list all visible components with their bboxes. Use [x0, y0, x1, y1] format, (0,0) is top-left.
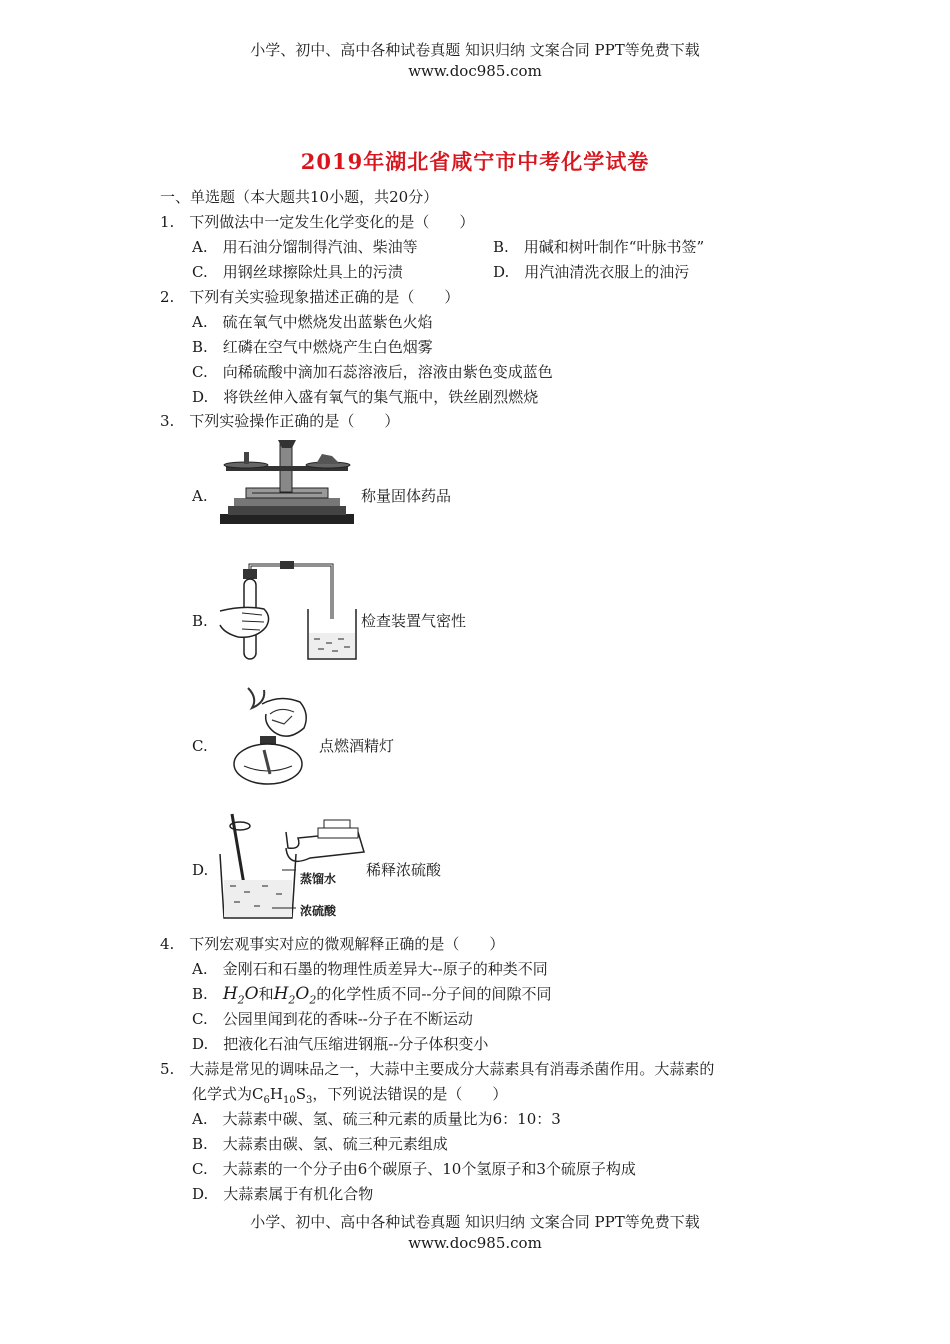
q1-option-d: D. 用汽油清洗衣服上的油污 — [493, 263, 690, 281]
q3-a-caption: 称量固体药品 — [361, 487, 452, 505]
airtight-check-figure — [214, 559, 362, 665]
q3-stem: 3. 下列实验操作正确的是（ ） — [160, 412, 400, 430]
q3-b-letter: B. — [192, 612, 208, 630]
q5-option-d: D. 大蒜素属于有机化合物 — [192, 1185, 374, 1203]
q5-option-b: B. 大蒜素由碳、氢、硫三种元素组成 — [192, 1135, 448, 1153]
section-heading: 一、单选题（本大题共10小题，共20分） — [160, 188, 439, 206]
formula-water: $H_2O$ — [222, 984, 259, 1007]
and-text: 和 — [258, 985, 274, 1003]
q2-option-d: D. 将铁丝伸入盛有氧气的集气瓶中，铁丝剧烈燃烧 — [192, 388, 539, 406]
q3-c-caption: 点燃酒精灯 — [319, 737, 395, 755]
alcohol-lamp-figure — [218, 684, 318, 786]
acid-label: 浓硫酸 — [300, 904, 337, 918]
q4-b-text: 的化学性质不同--分子间的间隙不同 — [316, 985, 552, 1003]
water-label: 蒸馏水 — [300, 872, 337, 886]
q1-option-a: A. 用石油分馏制得汽油、柴油等 — [192, 238, 418, 256]
q5-option-a: A. 大蒜素中碳、氢、硫三种元素的质量比为6：10：3 — [192, 1110, 561, 1128]
footer-url[interactable]: www.doc985.com — [408, 1234, 542, 1252]
q4-b-letter: B. — [192, 985, 208, 1003]
q4-option-d: D. 把液化石油气压缩进钢瓶--分子体积变小 — [192, 1035, 489, 1053]
page-title: 2019年湖北省咸宁市中考化学试卷 — [300, 149, 650, 174]
q5-stem-line-2: 化学式为$C_6H_{10}S_3$，下列说法错误的是（ ） — [192, 1085, 508, 1106]
balance-scale-figure — [216, 436, 358, 528]
q4-option-c: C. 公园里闻到花的香味--分子在不断运动 — [192, 1010, 473, 1028]
q2-option-c: C. 向稀硫酸中滴加石蕊溶液后，溶液由紫色变成蓝色 — [192, 363, 553, 381]
q5-option-c: C. 大蒜素的一个分子由6个碳原子、10个氢原子和3个硫原子构成 — [192, 1160, 636, 1178]
header-url[interactable]: www.doc985.com — [408, 62, 542, 80]
footer-line-1: 小学、初中、高中各种试卷真题 知识归纳 文案合同 PPT等免费下载 — [250, 1213, 700, 1231]
q3-c-letter: C. — [192, 737, 208, 755]
q3-d-caption: 稀释浓硫酸 — [366, 861, 442, 879]
q4-option-a: A. 金刚石和石墨的物理性质差异大--原子的种类不同 — [192, 960, 548, 978]
q1-option-b: B. 用碱和树叶制作“叶脉书签” — [493, 238, 705, 256]
q3-a-letter: A. — [192, 487, 208, 505]
q2-option-b: B. 红磷在空气中燃烧产生白色烟雾 — [192, 338, 433, 356]
q2-option-a: A. 硫在氧气中燃烧发出蓝紫色火焰 — [192, 313, 433, 331]
header-line-1: 小学、初中、高中各种试卷真题 知识归纳 文案合同 PPT等免费下载 — [250, 41, 700, 59]
q1-option-c: C. 用钢丝球擦除灶具上的污渍 — [192, 263, 403, 281]
q2-stem: 2. 下列有关实验现象描述正确的是（ ） — [160, 288, 460, 306]
q5-stem-line-1: 5. 大蒜是常见的调味品之一，大蒜中主要成分大蒜素具有消毒杀菌作用。大蒜素的 — [160, 1060, 715, 1078]
q3-d-letter: D. — [192, 861, 209, 879]
dilute-acid-figure — [218, 808, 368, 922]
q4-stem: 4. 下列宏观事实对应的微观解释正确的是（ ） — [160, 935, 505, 953]
formula-peroxide: $H_2O_2$ — [273, 984, 317, 1007]
q1-stem: 1. 下列做法中一定发生化学变化的是（ ） — [160, 213, 475, 231]
q3-b-caption: 检查装置气密性 — [361, 612, 467, 630]
